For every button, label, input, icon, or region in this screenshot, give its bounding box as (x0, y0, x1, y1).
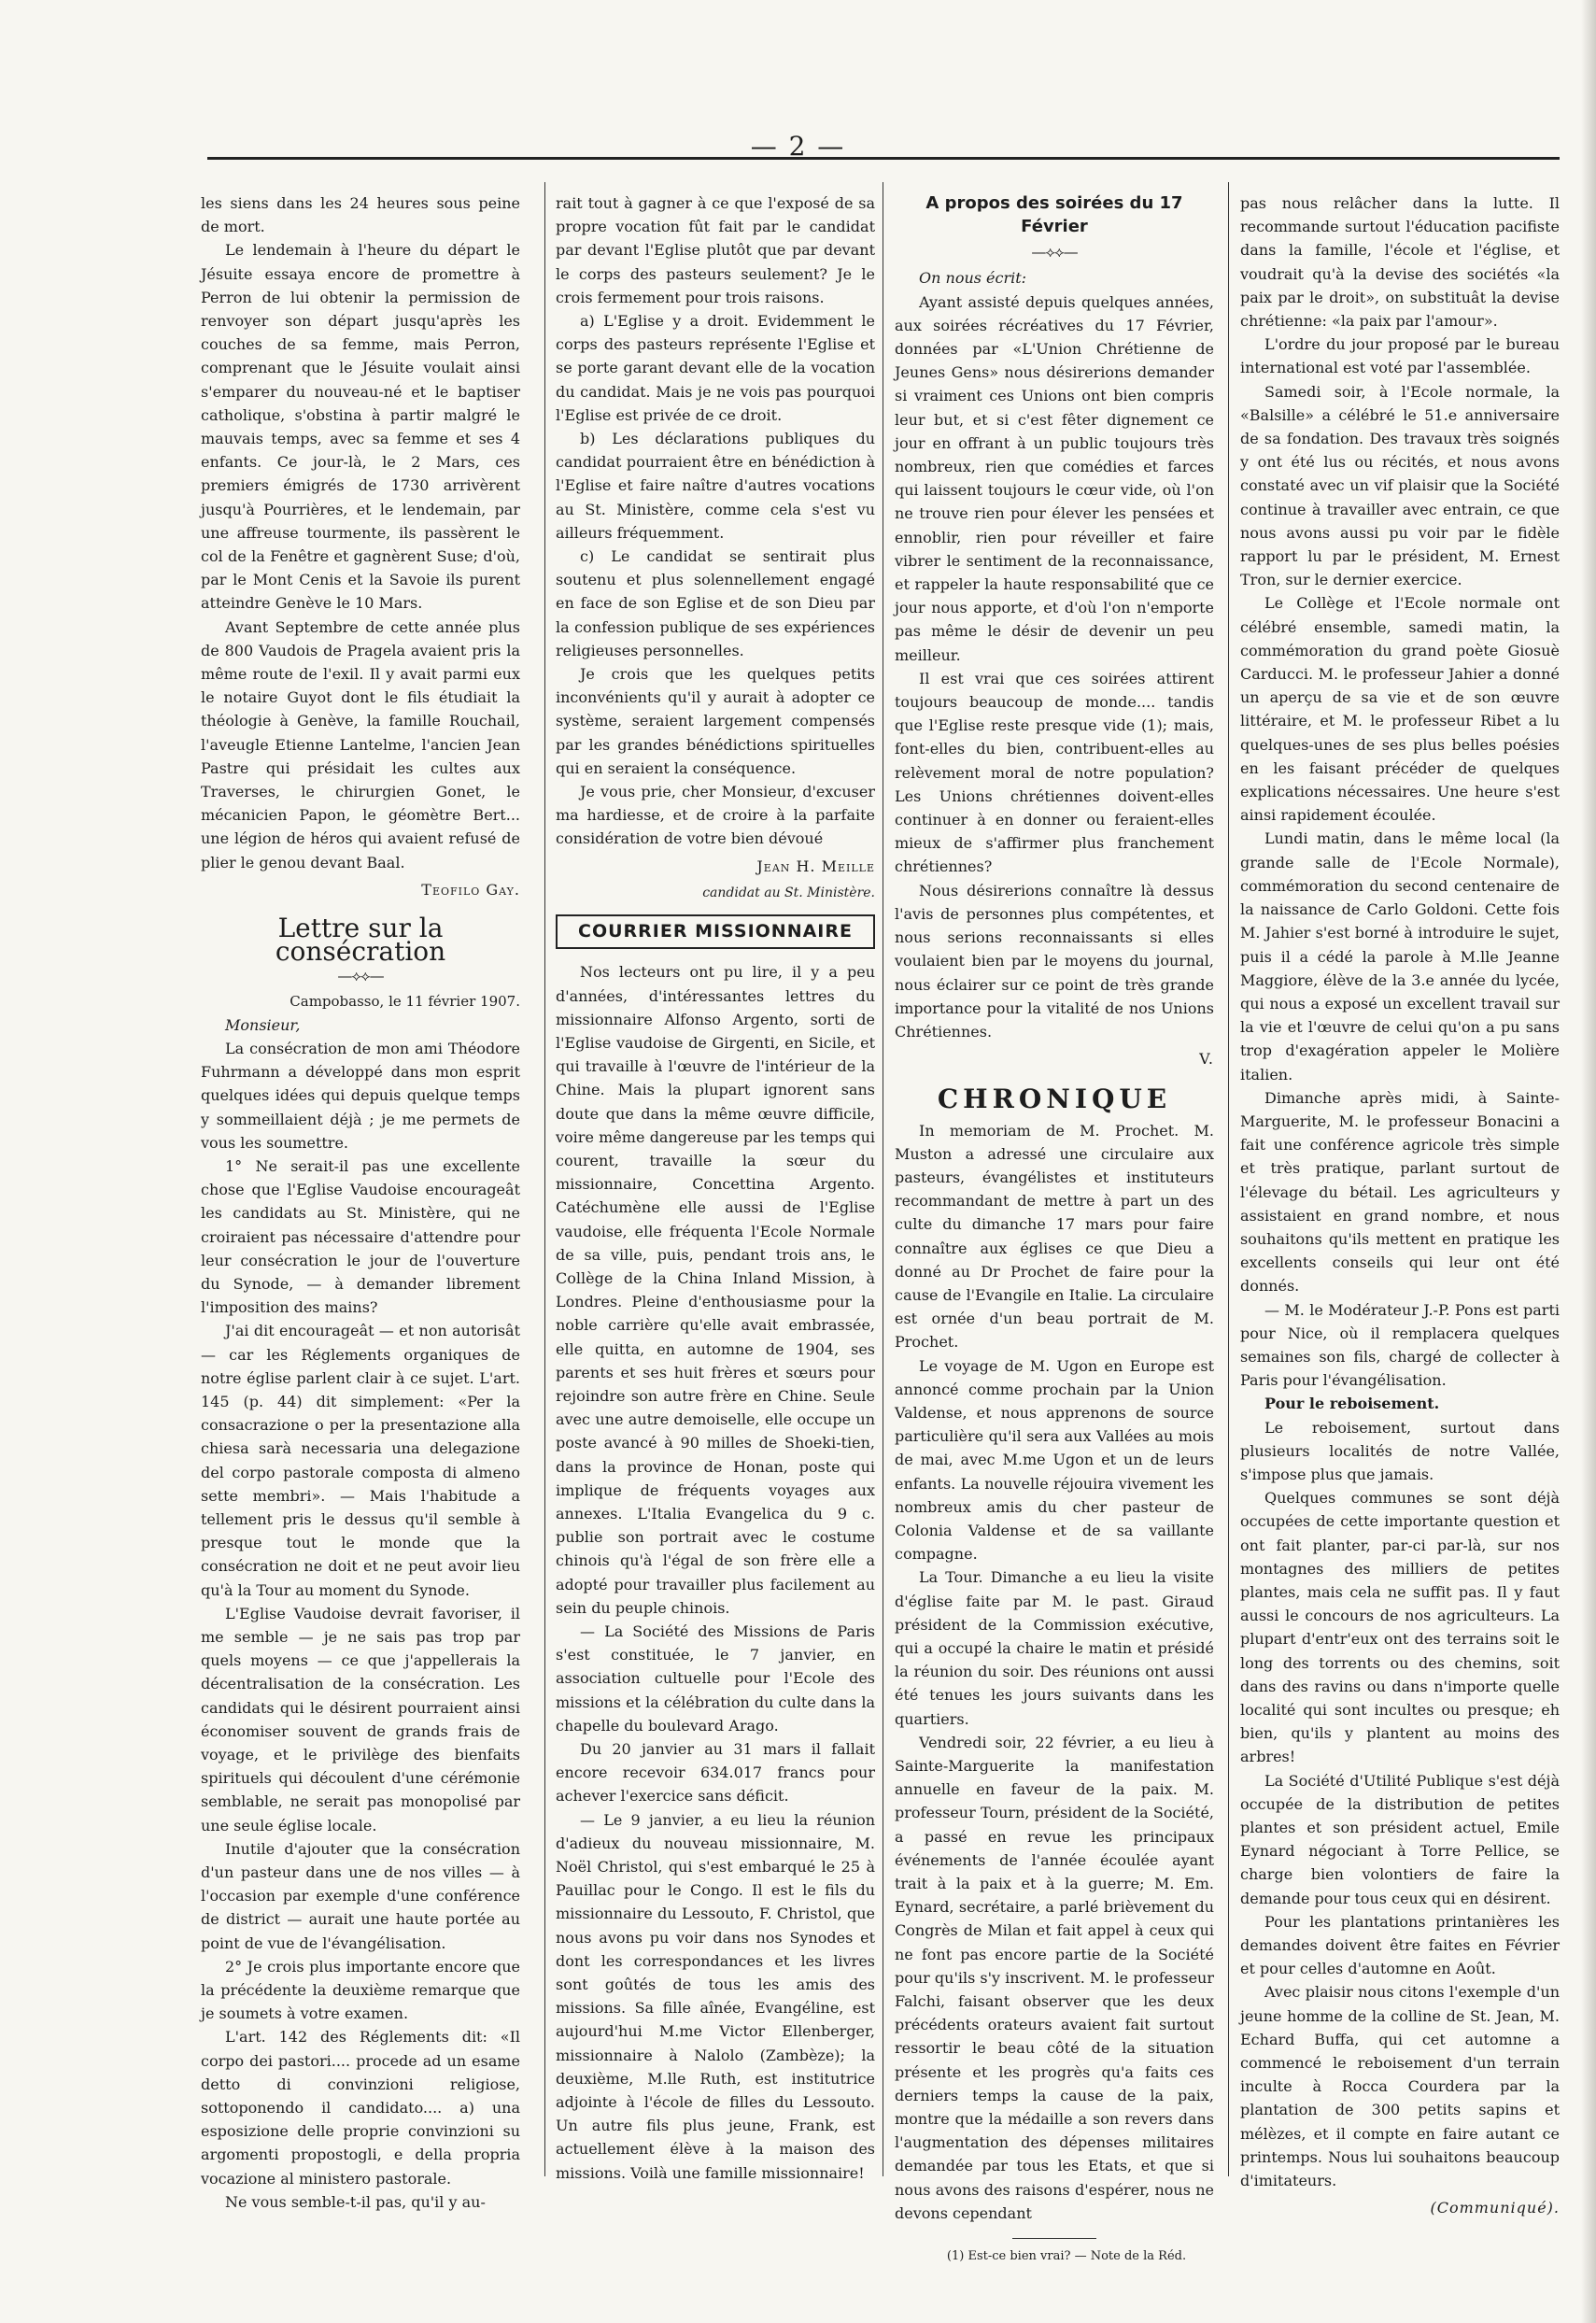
signature-title: candidat au St. Ministère. (702, 885, 875, 900)
header-rule (207, 157, 1560, 160)
paragraph: b) Les déclarations publiques du candidat pourraient être en bénédiction à l'Eglise et faire naître d'autres vocations au St. Ministère, comme cela s'est vu ailleurs fréquemment. (556, 430, 875, 542)
paragraph: Inutile d'ajouter que la consécration d'un pasteur dans une de nos villes — à l'occasion par exemple d'une conférence de district — aurait une haute portée au point de vue de l'évangélisation. (201, 1839, 520, 1952)
column-1 (201, 191, 520, 2211)
paragraph: L'art. 142 des Réglements dit: «Il corpo dei pastori.... procede ad un esame detto di convinzioni religiose, sottoponendo il candidato.... a) una esposizione delle proprie convinzioni su argomenti propostogli, e della propria vocazione al ministero pastorale. (201, 2028, 520, 2188)
paragraph: Je vous prie, cher Monsieur, d'excuser ma hardiesse, et de croire à la parfaite considération de votre bien dévoué (556, 783, 875, 848)
paragraph: Dimanche après midi, à Sainte-Marguerite, M. le professeur Bonacini a fait une conférence agricole très simple et très pratique, parlant surtout de l'élevage du bétail. Les agriculteurs y assistaient en grand nombre, et nous souhaitons qu'ils mettent en pratique les excellents conseils qui leur ont été donnés. (1240, 1088, 1560, 1296)
paragraph: Du 20 janvier au 31 mars il fallait encore recevoir 634.017 francs pour achever l'exercice sans déficit. (556, 1740, 875, 1806)
paragraph: Avec plaisir nous citons l'exemple d'un jeune homme de la colline de St. Jean, M. Echard Buffa, qui cet automne a commencé le reboisement d'un terrain inculte à Rocca Courdera par la plantation de 300 petits sapins et mélèzes, et il compte en faire autant ce printemps. Nous lui souhaitons beaucoup d'imitateurs. (1240, 1983, 1560, 2190)
paragraph: Pour les plantations printanières les demandes doivent être faites en Février et pour celles d'automne en Août. (1240, 1912, 1560, 1978)
paragraph: — Le 9 janvier, a eu lieu la réunion d'adieux du nouveau missionnaire, M. Noël Christol, qui s'est embarqué le 25 à Pauillac pour le Congo. Il est le fils du missionnaire du Lessouto, F. Christol, que nous avons pu voir dans nos Synodes et dont les correspondances et les livres sont goûtés de tous les amis des missions. Sa fille aînée, Evangéline, est aujourd'hui M.me Victor Ellenberger, missionnaire à Nalolo (Zambèze); la deuxième, M.lle Ruth, est institutrice adjointe à l'école de filles du Lessouto. Un autre fils plus jeune, Frank, est actuellement élève à la maison des missions. Voilà une famille missionnaire! (556, 1810, 875, 2182)
paragraph: Nos lecteurs ont pu lire, il y a peu d'années, d'intéressantes lettres du missionnaire Alfonso Argento, sorti de l'Eglise vaudoise de Girgenti, en Sicile, et qui travaille à l'œuvre de l'intérieur de la Chine. Mais la plupart ignorent sans doute que dans la même œuvre difficile, voire même dangereuse par les temps qui courent, travaille la sœur du missionnaire, Concettina Argento. Catéchumène elle aussi de l'Eglise vaudoise, elle fréquenta l'Ecole Normale de sa ville, puis, pendant trois ans, le Collège de la China Inland Mission, à Londres. Pleine d'enthousiasme pour la noble carrière qu'elle avait embrassée, elle quitta, en automne de 1904, ses parents et ses huit frères et sœurs pour rejoindre son autre frère en Chine. Seule avec une autre demoiselle, elle occupe un poste avancé à 90 milles de Shoeki-tien, dans la province de Honan, poste qui implique de fréquents voyages aux annexes. L'Italia Evangelica du 9 c. publie son portrait avec le costume chinois qu'à l'égal de son frère elle a adopté pour travailler plus facilement au sein du peuple chinois. (556, 963, 875, 1617)
paragraph: Ayant assisté depuis quelques années, aux soirées récréatives du 17 Février, données par «L'Union Chrétienne de Jeunes Gens» nous désirerions demander si vraiment ces Unions ont bien compris leur but, et si c'est fêter dignement ce jour en offrant à un public toujours très nombreux, rien que comédies et farces qui laissent toujours le cœur vide, où l'on ne trouve rien pour élever les pensées et ennoblir, rien pour réveiller et faire vibrer le sentiment de la reconnaissance, et rappeler la haute responsabilité que ce jour nous apporte, et d'où l'on n'emporte pas même le désir de devenir un peu meilleur. (895, 292, 1214, 664)
paragraph: In memoriam de M. Prochet. M. Muston a adressé une circulaire aux pasteurs, évangélistes et instituteurs recommandant de mettre à part un des culte du dimanche 17 mars pour faire connaître aux églises ce que Dieu a donné au Dr Prochet de faire pour la cause de l'Evangile en Italie. La circulaire est ornée d'un beau portrait de M. Prochet. (895, 1121, 1214, 1352)
page-number: — 2 — (750, 131, 846, 162)
paragraph: 2° Je crois plus importante encore que la précédente la deuxième remarque que je soumets à votre examen. (201, 1957, 520, 2023)
paragraph: a) L'Eglise y a droit. Evidemment le corps des pasteurs représente l'Eglise et se porte garant devant elle de la vocation du candidat. Mais je ne vois pas pourquoi l'Eglise est privée de ce droit. (556, 312, 875, 424)
paragraph: 1° Ne serait-il pas une excellente chose que l'Eglise Vaudoise encourageât les candidats au St. Ministère, qui ne croiraient pas nécessaire d'attendre pour leur consécration le jour de l'ouverture du Synode, — à demander librement l'imposition des mains? (201, 1156, 520, 1317)
column-4 (1240, 191, 1560, 2217)
paragraph: — La Société des Missions de Paris s'est constituée, le 7 janvier, en association cultuelle pour l'Ecole des missions et la célébration du culte dans la chapelle du boulevard Arago. (556, 1622, 875, 1735)
paragraph: rait tout à gagner à ce que l'exposé de sa propre vocation fût fait par le candidat par devant l'Eglise plutôt que par devant le corps des pasteurs seulement? Je le crois fermement pour trois raisons. (556, 194, 875, 306)
paragraph: Quelques communes se sont déjà occupées de cette importante question et ont fait planter, par-ci par-là, sur nos montagnes des milliers de petites plantes, mais cela ne suffit pas. Il y faut aussi le concours de nos agriculteurs. La plupart d'entr'eux ont des terrains soit le long des torrents ou des chemins, soit dans des ravins ou dans n'importe quelle localité qui sont incultes ou presque; eh bien, qu'ils y plantent au moins des arbres! (1240, 1489, 1560, 1766)
paragraph: J'ai dit encourageât — et non autorisât — car les Réglements organiques de notre église parlent clair à ce sujet. L'art. 145 (p. 44) dit simplement: «Per la consacrazione o per la presentazione alla chiesa sarà necessaria una delegazione del corpo pastorale composta di almeno sette membri». — Mais l'habitude a tellement pris le dessus qu'il semble à presque tout le monde que la consécration ne doit et ne peut avoir lieu qu'à la Tour au moment du Synode. (201, 1322, 520, 1599)
paragraph: Le voyage de M. Ugon en Europe est annoncé comme prochain par la Union Valdense, et nous apprenons de source particulière qu'il sera aux Vallées au mois de mai, avec M.me Ugon et un de leurs enfants. La nouvelle réjouira vivement les nombreux amis du cher pasteur de Colonia Valdense et de sa vaillante compagne. (895, 1356, 1214, 1564)
column-rule (544, 182, 545, 2176)
paragraph: Le Collège et l'Ecole normale ont célébré ensemble, samedi matin, la commémoration du grand poète Giosuè Carducci. M. le professeur Jahier a donné un aperçu de sa vie et de son œuvre littéraire, et M. le professeur Ribet a lu quelques-unes de ses plus belles poésies en les faisant précéder de quelques explications nécessaires. Une heure s'est ainsi rapidement écoulée. (1240, 594, 1560, 825)
scan-edge-shadow (1581, 0, 1596, 2323)
intro: On nous écrit: (919, 269, 1027, 288)
footnote: (1) Est-ce bien vrai? — Note de la Réd. (946, 2249, 1187, 2264)
subheading: Pour le reboisement. (1264, 1395, 1440, 1413)
section-title: COURRIER MISSIONNAIRE (556, 914, 875, 949)
signature: V. (1199, 1050, 1214, 1069)
paragraph: Vendredi soir, 22 février, a eu lieu à Sainte-Marguerite la manifestation annuelle en faveur de la paix. M. professeur Tourn, président de la Société, a passé en revue les principaux événements de l'année écoulée ayant trait à la paix et à la guerre; M. Em. Eynard, secrétaire, a parlé brièvement du Congrès de Milan et fait appel à ceux qui ne font pas encore partie de la Société pour qu'ils s'y inscrivent. M. le professeur Falchi, faisant observer que les deux précédents orateurs avaient fait surtout ressortir le beau côté de la situation présente et les progrès qu'a faits ces derniers temps la cause de la paix, montre que la médaille a son revers dans l'augmentation des dépenses militaires demandée par tous les Etats, et que si nous avons des raisons d'espérer, nous ne devons cependant (895, 1733, 1214, 2222)
paragraph: Le lendemain à l'heure du départ le Jésuite essaya encore de promettre à Perron de lui obtenir la permission de renvoyer son départ jusqu'après les couches de sa femme, mais Perron, comprenant que le Jésuite voulait ainsi s'emparer du nouveau-né et le baptiser catholique, s'obstina à partir malgré le mauvais temps, avec sa femme et ses 4 enfants. Ce jour-là, le 2 Mars, ces premiers émigrés de 1730 arrivèrent jusqu'à Pourrières, et le lendemain, par une affreuse tourmente, ils passèrent le col de la Fenêtre et gagnèrent Suse; d'où, par le Mont Cenis et la Savoie ils purent atteindre Genève le 10 Mars. (201, 241, 520, 613)
column-3 (895, 191, 1214, 2264)
footnote-rule (1012, 2238, 1096, 2239)
signature: (Communiqué). (1430, 2199, 1560, 2217)
paragraph: Samedi soir, à l'Ecole normale, la «Balsille» a célébré le 51.e anniversaire de sa fondation. Des travaux très soignés y ont été lus ou récités, et nous avons constaté avec un vif plaisir que la Société continue à travailler avec entrain, ce que nous avons aussi pu voir par le fidèle rapport lu par le président, M. Ernest Tron, sur le dernier exercice. (1240, 382, 1560, 589)
section-title: CHRONIQUE (937, 1084, 1172, 1115)
salutation: Monsieur, (225, 1015, 301, 1034)
paragraph: pas nous relâcher dans la lutte. Il recommande surtout l'éducation pacifiste dans la famille, l'école et l'église, et voudrait qu'à la devise des sociétés «la paix par le droit», on substituât la devise chrétienne: «la paix par l'amour». (1240, 194, 1560, 331)
paragraph: L'Eglise Vaudoise devrait favoriser, il me semble — je ne sais pas trop par quels moyens — ce que j'appellerais la décentralisation de la consécration. Les candidats qui le désirent pourraient ainsi économiser souvent de grands frais de voyage, et le privilège des bienfaits spirituels qui découlent d'une cérémonie semblable, ne serait pas monopolisé par une seule église locale. (201, 1604, 520, 1834)
paragraph: La Tour. Dimanche a eu lieu la visite d'église faite par M. le past. Giraud président de la Commission exécutive, qui a occupé la chaire le matin et présidé la réunion du soir. Des réunions ont aussi été tenues les jours suivants dans les quartiers. (895, 1568, 1214, 1728)
paragraph: L'ordre du jour proposé par le bureau international est voté par l'assemblée. (1240, 335, 1560, 377)
column-2 (556, 191, 875, 2182)
dateline: Campobasso, le 11 février 1907. (290, 992, 520, 1010)
paragraph: Avant Septembre de cette année plus de 800 Vaudois de Pragela avaient pris la même route de l'exil. Il y avait parmi eux le notaire Guyot dont le fils étudiait la théologie à Genève, la famille Rouchail, l'aveugle Etienne Lantelme, l'ancien Jean Pastre qui présidait les cultes aux Traverses, le chirurgien Gonet, le mécanicien Papon, le géomètre Bert... une légion de héros qui avaient refusé de plier le genou devant Baal. (201, 617, 520, 871)
signature: Teofilo Gay. (421, 880, 520, 899)
ornament: —⟡⟡— (337, 966, 384, 984)
paragraph: La consécration de mon ami Théodore Fuhrmann a développé dans mon esprit quelques idées qui depuis quelque temps y sommeillaient déjà ; je me permets de vous les soumettre. (201, 1039, 520, 1152)
paragraph: c) Le candidat se sentirait plus soutenu et plus solennellement engagé en face de son Eglise et de son Dieu par la confession publique de ses expériences religieuses personnelles. (556, 547, 875, 659)
signature: Jean H. Meille (756, 857, 875, 875)
paragraph: les siens dans les 24 heures sous peine de mort. (201, 194, 520, 236)
paragraph: Nous désirerions connaître là dessus l'avis de personnes plus compétentes, et nous serions reconnaissants si elles voulaient bien par le moyens du journal, nous éclairer sur ce point de très grande importance pour la vitalité de nos Unions Chrétiennes. (895, 881, 1214, 1041)
column-rule (1228, 182, 1229, 2176)
paragraph: La Société d'Utilité Publique s'est déjà occupée de la distribution de petites plantes et son président actuel, Emile Eynard négociant à Torre Pellice, se charge bien volontiers de faire la demande pour tous ceux qui en désirent. (1240, 1771, 1560, 1907)
paragraph: Ne vous semble-t-il pas, qu'il y au- (225, 2192, 486, 2211)
paragraph: Il est vrai que ces soirées attirent toujours beaucoup de monde.... tandis que l'Eglise reste presque vide (1); mais, font-elles du bien, contribuent-elles au relèvement moral de notre population? Les Unions chrétiennes doivent-elles continuer à en donner ou feraient-elles mieux de s'affirmer plus franchement chrétiennes? (895, 669, 1214, 876)
paragraph: — M. le Modérateur J.-P. Pons est parti pour Nice, où il remplacera quelques semaines son fils, chargé de collecter à Paris pour l'évangélisation. (1240, 1300, 1560, 1390)
article-title: Lettre sur la consécration (275, 913, 446, 968)
paragraph: Le reboisement, surtout dans plusieurs localités de notre Vallée, s'impose plus que jamais. (1240, 1418, 1560, 1483)
ornament: —⟡⟡— (1031, 243, 1078, 262)
article-title: A propos des soirées du 17 Février (925, 193, 1183, 237)
paragraph: Lundi matin, dans le même local (la grande salle de l'Ecole Normale), commémoration du second centenaire de la naissance de Carlo Goldoni. Cette fois M. Jahier s'est borné à introduire le sujet, puis il a cédé la parole à M.lle Jeanne Maggiore, élève de la 3.e année du lycée, qui nous a exposé un excellent travail sur la vie et l'œuvre de celui qu'on a pu sans trop d'exagération appeler le Molière italien. (1240, 829, 1560, 1084)
paragraph: Je crois que les quelques petits inconvénients qu'il y aurait à adopter ce système, seraient largement compensés par les grandes bénédictions spirituelles qui en seraient la conséquence. (556, 665, 875, 777)
